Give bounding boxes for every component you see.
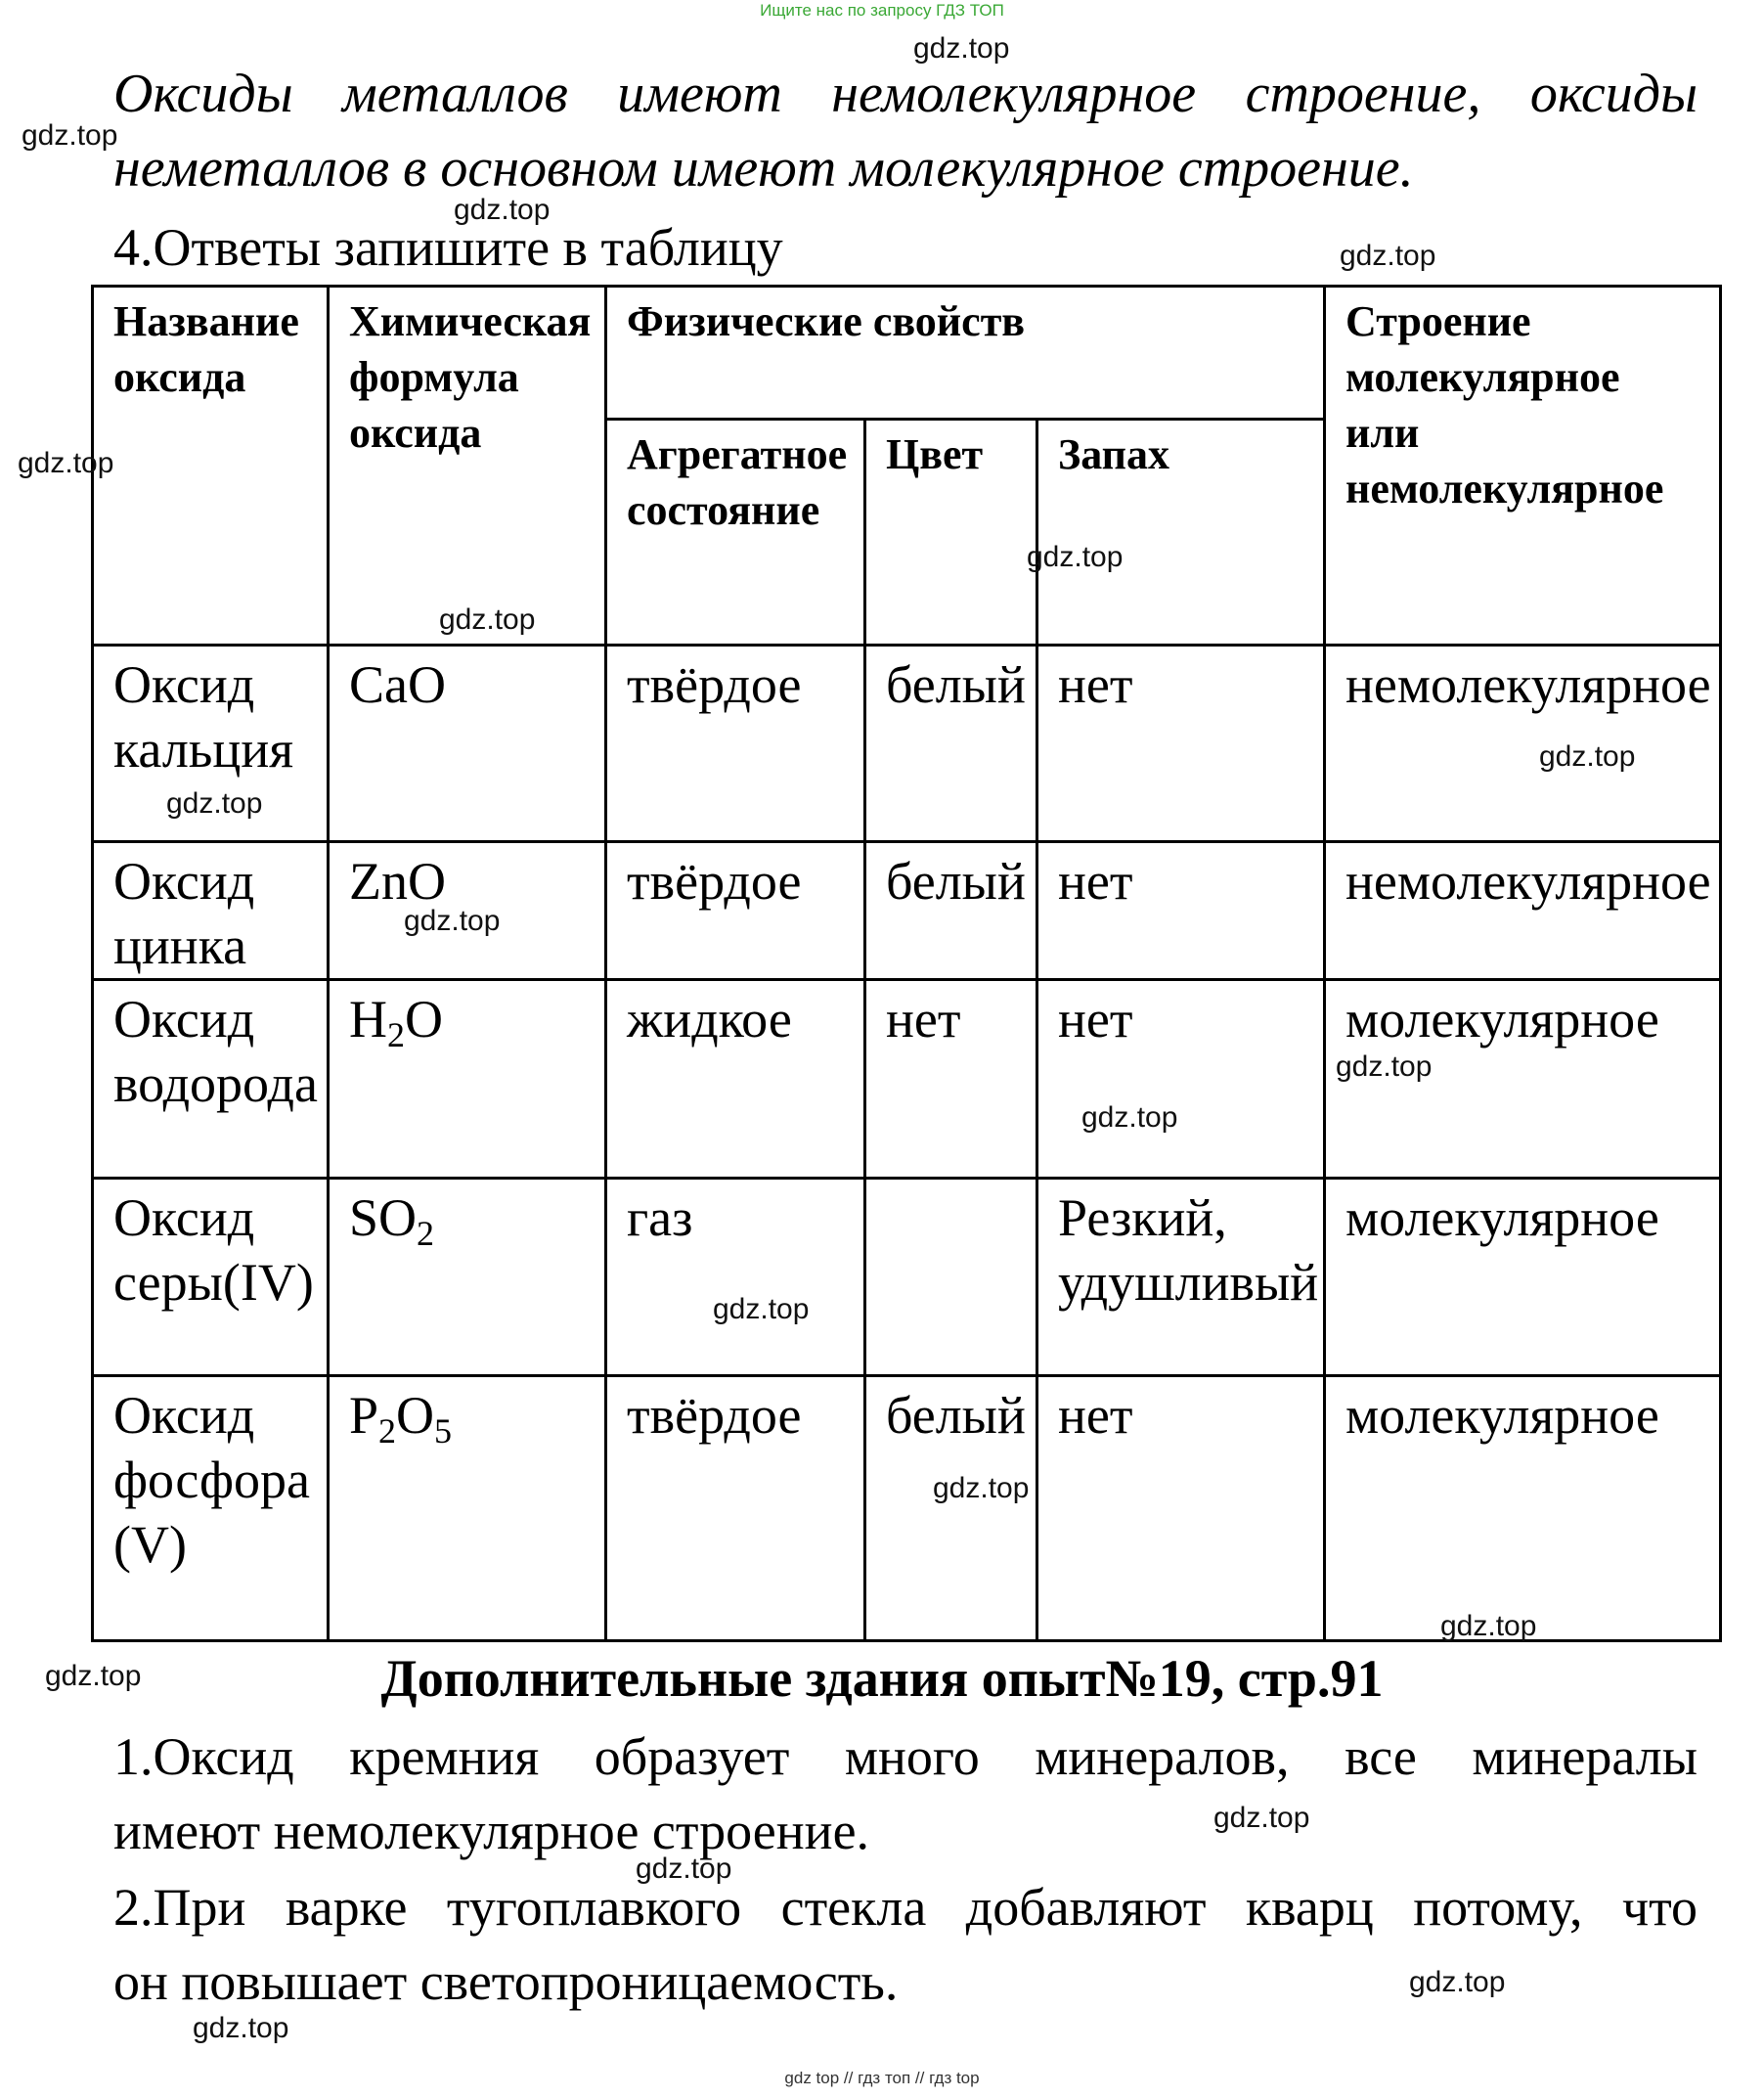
cell-color: нет (865, 980, 1037, 1179)
watermark: gdz.top (933, 1472, 1030, 1504)
watermark: gdz.top (166, 787, 263, 820)
cell-smell: нет (1037, 980, 1325, 1179)
watermark: gdz.top (1336, 1050, 1433, 1083)
intro-line-2: неметаллов в основном имеют молекулярное строение. (113, 138, 1414, 199)
table-row (93, 1179, 1721, 1376)
oxides-table (91, 285, 1722, 1642)
header-structure: Строение молекулярное или немолекулярное (1325, 287, 1721, 646)
watermark: gdz.top (913, 32, 1010, 65)
cell-state: жидкое (606, 980, 865, 1179)
cell-color: белый (865, 842, 1037, 980)
cell-formula: CaO (329, 646, 606, 842)
answer-1-line-2: имеют немолекулярное строение. (113, 1802, 870, 1860)
cell-smell: нет (1037, 842, 1325, 980)
answer-2-line-1: 2.При варке тугоплавкого стекла добавляют кварц потому, что (113, 1878, 1698, 1937)
cell-structure: молекулярное (1325, 1179, 1721, 1376)
watermark: gdz.top (22, 119, 118, 152)
cell-formula: $H_2O$ (329, 980, 606, 1179)
header-name: Название оксида (93, 287, 329, 646)
cell-name: Оксид серы(IV) (93, 1179, 329, 1376)
watermark: gdz.top (713, 1293, 810, 1325)
cell-state: твёрдое (606, 1376, 865, 1641)
cell-state: твёрдое (606, 842, 865, 980)
cell-formula: ZnO (329, 842, 606, 980)
table-row (93, 842, 1721, 980)
cell-name: Оксид кальция (93, 646, 329, 842)
header-formula: Химическая формула оксида (329, 287, 606, 646)
watermark: gdz.top (45, 1660, 142, 1692)
watermark: gdz.top (1409, 1966, 1506, 1998)
table-header-row (93, 287, 1721, 420)
table-row (93, 646, 1721, 842)
cell-color (865, 1179, 1037, 1376)
answer-2-line-2: он повышает светопроницаемость. (113, 1952, 899, 2011)
watermark: gdz.top (454, 194, 551, 226)
header-state: Агрегатное состояние (606, 420, 865, 646)
cell-structure: немолекулярное (1325, 646, 1721, 842)
cell-color: белый (865, 1376, 1037, 1641)
cell-structure: немолекулярное (1325, 842, 1721, 980)
cell-state: газ (606, 1179, 865, 1376)
watermark: gdz.top (439, 603, 536, 636)
header-physical-properties: Физические свойств (606, 287, 1325, 420)
cell-structure: молекулярное (1325, 1376, 1721, 1641)
table-row (93, 1376, 1721, 1641)
header-smell: Запах (1037, 420, 1325, 646)
table-row (93, 980, 1721, 1179)
watermark: gdz.top (18, 447, 114, 479)
header-color: Цвет (865, 420, 1037, 646)
watermark: gdz.top (1340, 240, 1436, 272)
bottom-banner: gdz top // гдз топ // гдз top (784, 2069, 980, 2087)
cell-state: твёрдое (606, 646, 865, 842)
watermark: gdz.top (193, 2012, 289, 2044)
watermark: gdz.top (1081, 1101, 1178, 1134)
watermark: gdz.top (1027, 541, 1124, 573)
cell-smell: нет (1037, 646, 1325, 842)
top-banner: Ищите нас по запросу ГДЗ ТОП (760, 1, 1004, 20)
task-4-heading: 4.Ответы запишите в таблицу (113, 218, 783, 277)
answer-1-line-1: 1.Оксид кремния образует много минералов, все минералы (113, 1727, 1698, 1786)
watermark: gdz.top (1440, 1610, 1537, 1642)
watermark: gdz.top (636, 1852, 732, 1885)
cell-name: Оксид цинка (93, 842, 329, 980)
cell-name: Оксид водорода (93, 980, 329, 1179)
cell-structure: молекулярное (1325, 980, 1721, 1179)
cell-color: белый (865, 646, 1037, 842)
watermark: gdz.top (404, 905, 501, 937)
cell-formula: $P_2O_5$ (329, 1376, 606, 1641)
intro-line-1: Оксиды металлов имеют немолекулярное строение, оксиды (113, 64, 1698, 124)
cell-smell: нет (1037, 1376, 1325, 1641)
cell-smell: Резкий, удушливый (1037, 1179, 1325, 1376)
watermark: gdz.top (1213, 1802, 1310, 1834)
watermark: gdz.top (1539, 740, 1636, 773)
extra-tasks-title: Дополнительные здания опыт№19, стр.91 (380, 1649, 1384, 1708)
cell-name: Оксид фосфора (V) (93, 1376, 329, 1641)
cell-formula: $SO_2$ (329, 1179, 606, 1376)
